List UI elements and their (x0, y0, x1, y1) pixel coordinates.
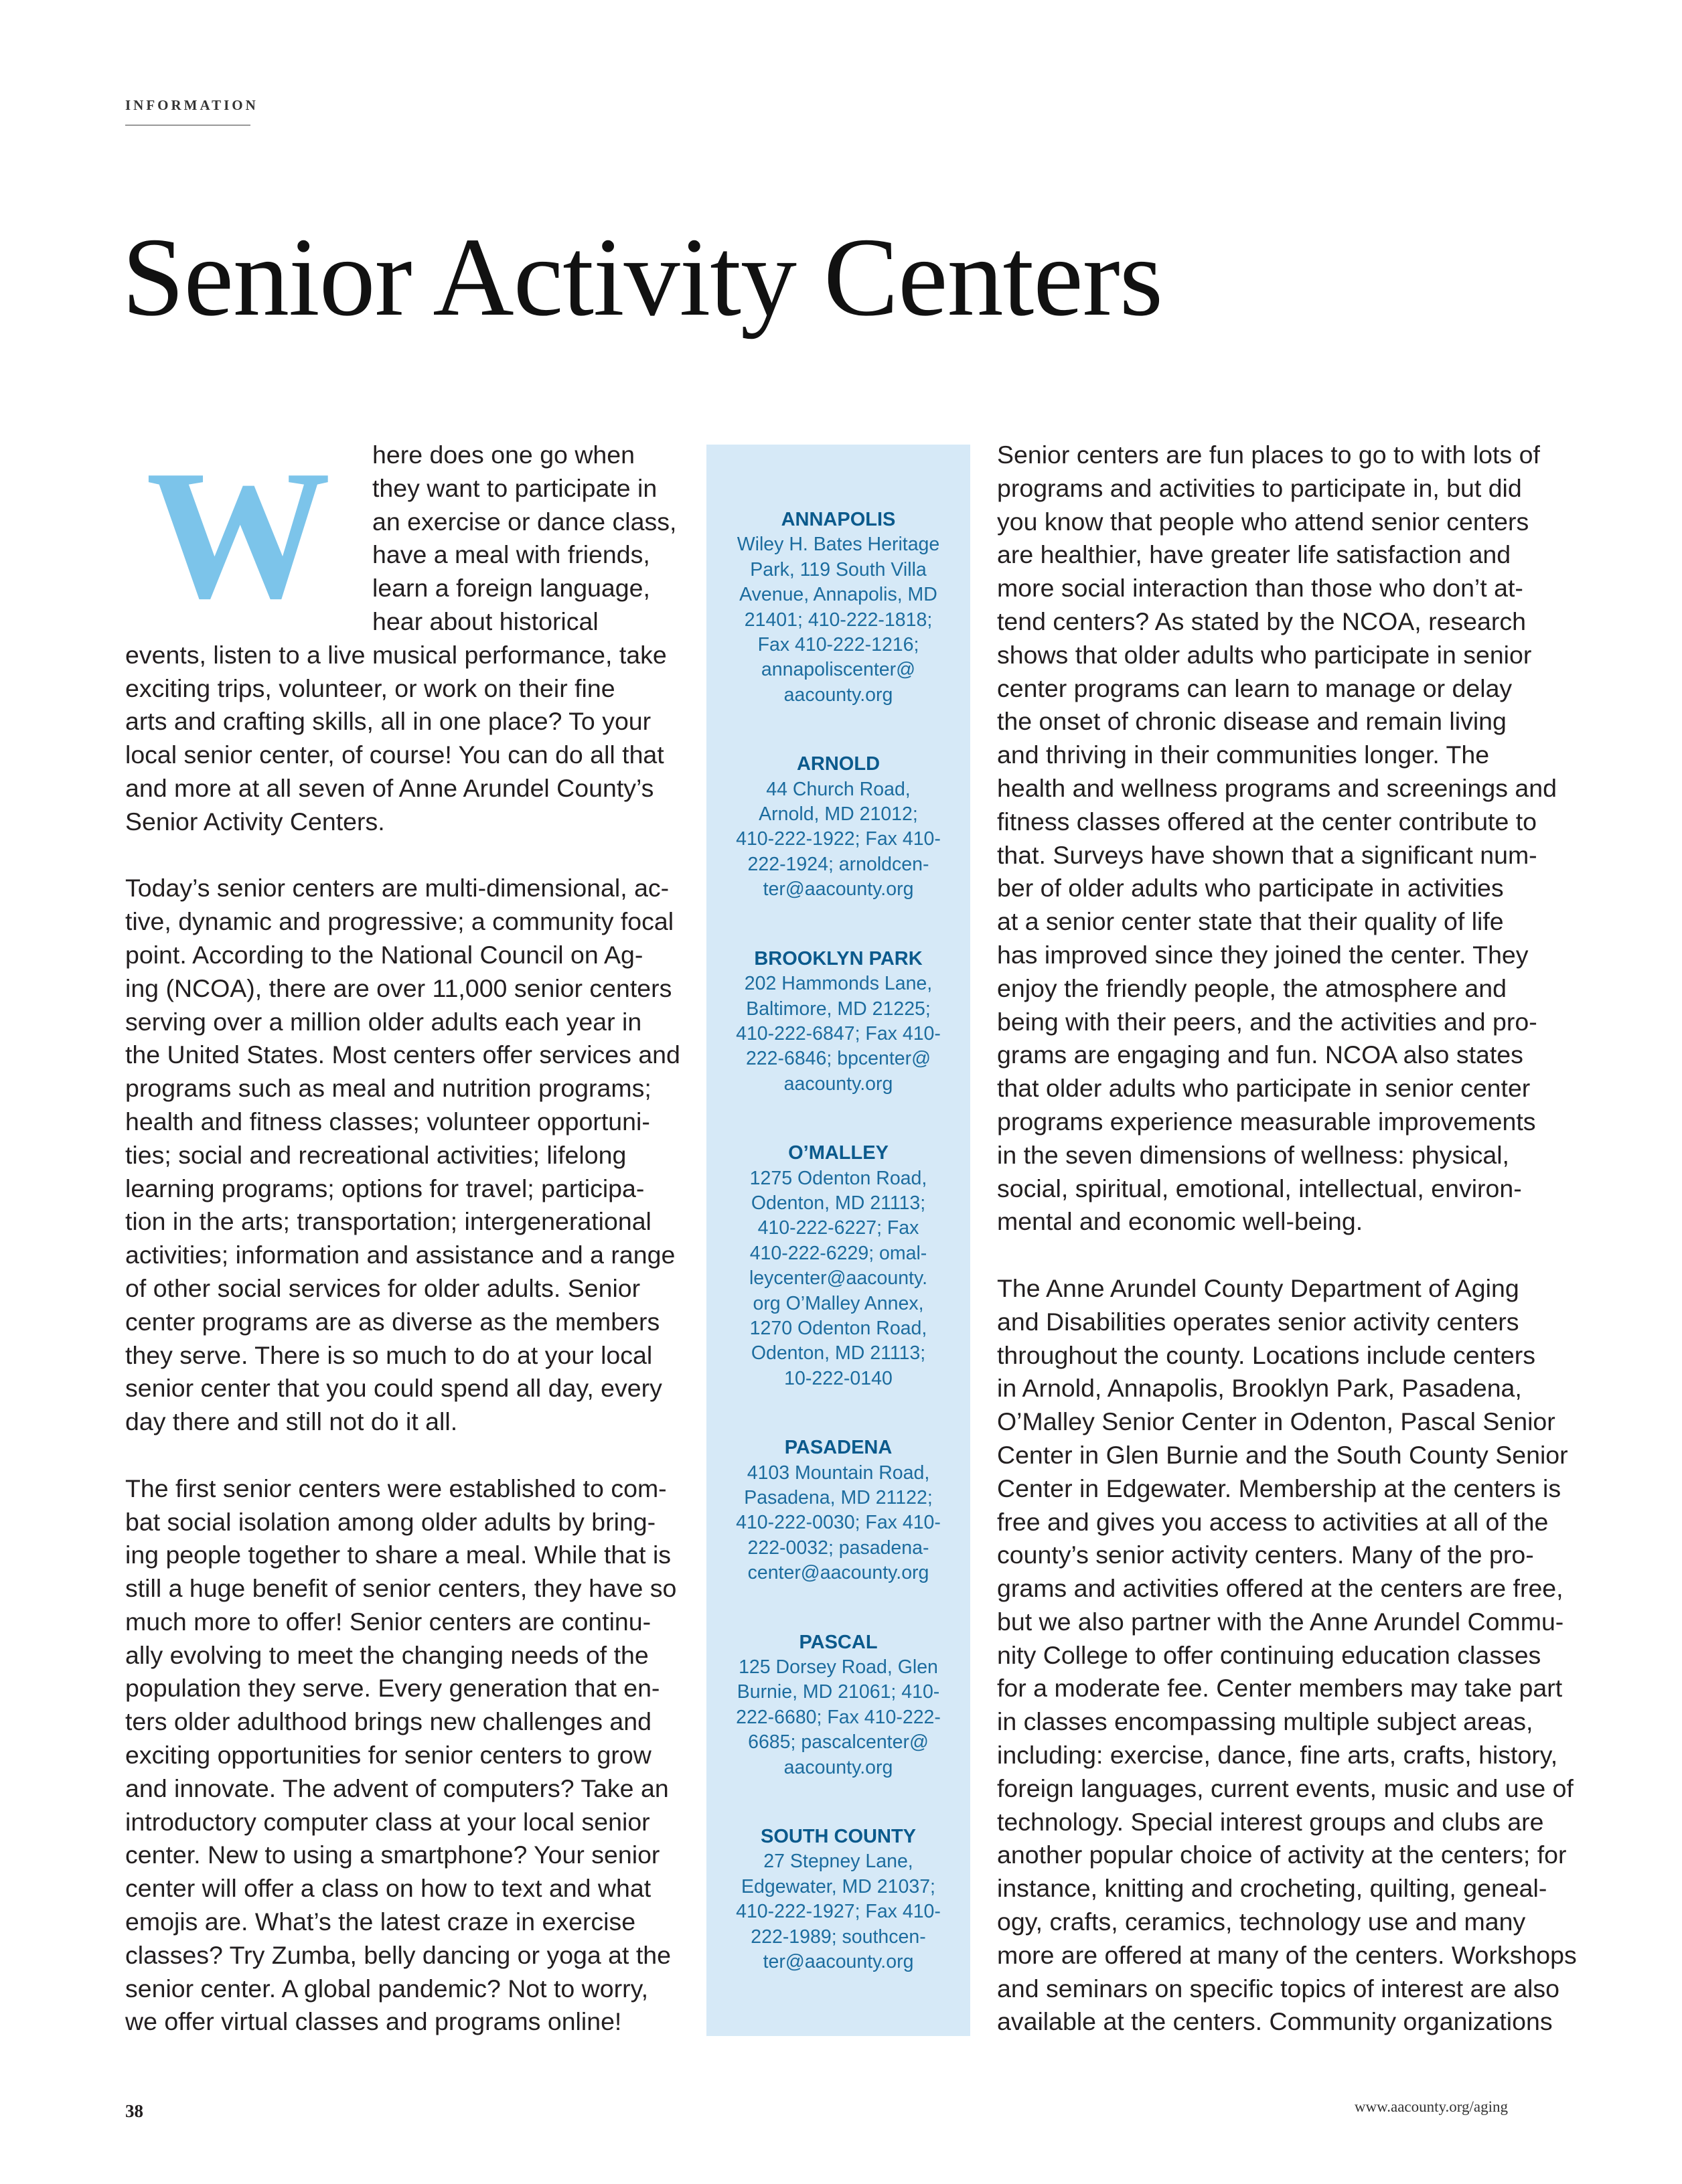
text-line: exciting opportunities for senior centers to grow (125, 1741, 652, 1770)
text-line: we offer virtual classes and programs online! (125, 2007, 622, 2036)
text-line: center programs can learn to manage or delay (997, 674, 1513, 702)
center-address-line: Park, 119 South Villa (750, 558, 927, 580)
paragraph (125, 432, 681, 839)
footer-url: www.aacounty.org/aging (1354, 2098, 1508, 2115)
text-line: nity College to offer continuing education classes (997, 1640, 1541, 1669)
center-address-line: org O’Malley Annex, (753, 1292, 924, 1314)
text-line: ogy, crafts, ceramics, technology use and many (997, 1907, 1526, 1936)
paragraph (125, 1472, 681, 2039)
center-address-line: annapoliscenter@ (761, 659, 916, 681)
drop-cap: W (146, 432, 331, 637)
center-name: PASADENA (784, 1437, 893, 1459)
center-address-line: 4103 Mountain Road, (747, 1462, 930, 1484)
text-line: Today’s senior centers are multi-dimensional, ac- (125, 874, 670, 903)
text-line: much more to offer! Senior centers are continu- (125, 1607, 652, 1636)
text-line: in the seven dimensions of wellness: physical, (997, 1140, 1509, 1169)
center-address-line: Odenton, MD 21113; (751, 1192, 926, 1214)
center-name: O’MALLEY (788, 1142, 889, 1164)
page-title: Senior Activity Centers (122, 215, 1163, 339)
center-address-line: Pasadena, MD 21122; (744, 1487, 933, 1508)
text-line: technology. Special interest groups and clubs are (997, 1807, 1544, 1836)
text-line: Center in Glen Burnie and the South County Senior (997, 1440, 1568, 1469)
text-line: activities; information and assistance and a range (125, 1241, 676, 1269)
center-address-line: 125 Dorsey Road, Glen (739, 1656, 938, 1679)
paragraph (997, 439, 1557, 1239)
center-name: SOUTH COUNTY (761, 1826, 916, 1848)
text-line: at a senior center state that their quality of life (997, 907, 1504, 936)
text-line: the onset of chronic disease and remain living (997, 707, 1507, 736)
text-line: and Disabilities operates senior activity centers (997, 1307, 1519, 1336)
center-address-line: 410-222-1922; Fax 410- (736, 828, 941, 850)
text-line: for a moderate fee. Center members may take part (997, 1674, 1563, 1703)
text-line: programs such as meal and nutrition programs; (125, 1074, 652, 1103)
text-line: they want to participate in (372, 473, 658, 502)
text-line: tion in the arts; transportation; intergenerational (125, 1207, 652, 1236)
text-line: health and fitness classes; volunteer opportuni- (125, 1107, 650, 1136)
text-line: mental and economic well-being. (997, 1207, 1363, 1236)
center-name: ARNOLD (796, 753, 881, 775)
center-address-line: Burnie, MD 21061; 410- (737, 1681, 940, 1703)
text-line: has improved since they joined the center. They (997, 940, 1529, 969)
text-line: hear about historical (372, 607, 599, 635)
text-line: health and wellness programs and screenings and (997, 773, 1557, 802)
paragraph (997, 1272, 1577, 2039)
text-line: foreign languages, current events, music and use of (997, 1774, 1574, 1802)
text-line: that. Surveys have shown that a significant num- (997, 840, 1537, 869)
center-address-line: 222-1989; southcen- (751, 1926, 926, 1948)
text-line: instance, knitting and crocheting, quilting, geneal- (997, 1874, 1547, 1903)
section-label: INFORMATION (125, 97, 258, 113)
text-line: events, listen to a live musical performance, take (125, 640, 667, 669)
text-line: The Anne Arundel County Department of Aging (997, 1273, 1519, 1302)
center-address-line: ter@aacounty.org (763, 1951, 914, 1973)
text-line: grams are engaging and fun. NCOA also states (997, 1040, 1523, 1069)
center-address-line: 222-0032; pasadena- (747, 1537, 929, 1559)
center-address-line: 410-222-6229; omal- (749, 1242, 927, 1264)
center-address-line: 1275 Odenton Road, (749, 1167, 927, 1189)
right-column (997, 439, 1577, 2072)
center-address-line: 6685; pascalcenter@ (748, 1731, 929, 1753)
text-line: enjoy the friendly people, the atmosphere and (997, 973, 1507, 1002)
center-address-line: 410-222-6847; Fax 410- (736, 1022, 941, 1044)
paragraph (125, 872, 681, 1439)
text-line: more social interaction than those who don’t at- (997, 574, 1523, 603)
senior-centers-sidebar (706, 445, 970, 2036)
text-line: The first senior centers were established to com- (125, 1474, 667, 1502)
section-rule (125, 125, 250, 126)
center-address-line: aacounty.org (783, 1756, 893, 1778)
center-address-line: Baltimore, MD 21225; (746, 998, 931, 1020)
center-address-line: Edgewater, MD 21037; (741, 1875, 935, 1897)
center-address-line: 410-222-0030; Fax 410- (736, 1512, 941, 1534)
text-line: exciting trips, volunteer, or work on their fine (125, 674, 615, 702)
text-line: in classes encompassing multiple subject areas, (997, 1707, 1533, 1736)
center-address-line: 1270 Odenton Road, (749, 1317, 927, 1339)
text-line: tend centers? As stated by the NCOA, research (997, 607, 1526, 635)
text-line: and seminars on specific topics of interest are also (997, 1974, 1559, 2003)
text-line: ing people together to share a meal. While that is (125, 1541, 672, 1569)
center-name: ANNAPOLIS (781, 509, 896, 530)
text-line: arts and crafting skills, all in one place? To your (125, 707, 652, 736)
center-address-line: aacounty.org (783, 684, 893, 706)
center-name: PASCAL (799, 1631, 878, 1653)
text-line: and more at all seven of Anne Arundel County’s (125, 773, 654, 802)
text-line: and innovate. The advent of computers? Take an (125, 1774, 669, 1802)
text-line: the United States. Most centers offer services and (125, 1040, 680, 1069)
text-line: center programs are as diverse as the members (125, 1307, 660, 1336)
text-line: still a huge benefit of senior centers, they have so (125, 1574, 677, 1603)
center-listing (706, 1630, 970, 1780)
text-line: population they serve. Every generation that en- (125, 1674, 660, 1703)
center-address-line: 222-6846; bpcenter@ (745, 1048, 931, 1070)
text-line: of other social services for older adults. Senior (125, 1273, 641, 1302)
text-line: more are offered at many of the centers. Workshops (997, 1940, 1577, 1969)
text-line: center. New to using a smartphone? Your senior (125, 1841, 660, 1869)
text-line: throughout the county. Locations include centers (997, 1340, 1535, 1369)
text-line: social, spiritual, emotional, intellectual, environ- (997, 1174, 1522, 1202)
text-line: grams and activities offered at the centers are free, (997, 1574, 1563, 1603)
center-address-line: Avenue, Annapolis, MD (739, 584, 937, 606)
center-address-line: ter@aacounty.org (763, 878, 914, 901)
text-line: and thriving in their communities longer. The (997, 740, 1490, 769)
center-address-line: Arnold, MD 21012; (759, 803, 918, 826)
text-line: including: exercise, dance, fine arts, crafts, history, (997, 1741, 1558, 1770)
text-line: point. According to the National Council on Ag- (125, 940, 643, 969)
text-line: senior center that you could spend all day, every (125, 1374, 662, 1403)
text-line: day there and still not do it all. (125, 1407, 458, 1436)
text-line: Center in Edgewater. Membership at the centers is (997, 1474, 1561, 1502)
left-column (125, 432, 681, 2072)
text-line: are healthier, have greater life satisfaction and (997, 540, 1511, 569)
text-line: in Arnold, Annapolis, Brooklyn Park, Pasadena, (997, 1374, 1522, 1403)
text-line: you know that people who attend senior centers (997, 507, 1529, 536)
center-listing (706, 947, 970, 1097)
text-line: have a meal with friends, (372, 540, 650, 569)
center-address-line: 202 Hammonds Lane, (744, 973, 933, 995)
text-line: tive, dynamic and progressive; a community focal (125, 907, 674, 936)
center-address-line: 410-222-1927; Fax 410- (736, 1901, 941, 1923)
text-line: an exercise or dance class, (372, 507, 677, 536)
text-line: learning programs; options for travel; participa- (125, 1174, 645, 1202)
center-address-line: center@aacounty.org (747, 1562, 929, 1584)
text-line: Senior Activity Centers. (125, 807, 385, 836)
text-line: ties; social and recreational activities; lifelong (125, 1140, 627, 1169)
text-line: ters older adulthood brings new challenges and (125, 1707, 652, 1736)
center-address-line: 222-6680; Fax 410-222- (736, 1706, 941, 1728)
text-line: programs experience measurable improvements (997, 1107, 1536, 1136)
center-address-line: 222-1924; arnoldcen- (747, 853, 929, 875)
text-line: emojis are. What’s the latest craze in exercise (125, 1907, 636, 1936)
text-line: but we also partner with the Anne Arundel Commu- (997, 1607, 1564, 1636)
center-address-line: 410-222-6227; Fax (757, 1217, 919, 1239)
center-address-line: Wiley H. Bates Heritage (737, 534, 940, 556)
center-listing (706, 1824, 970, 1974)
text-line: ing (NCOA), there are over 11,000 senior centers (125, 973, 672, 1002)
text-line: local senior center, of course! You can do all that (125, 740, 664, 769)
text-line: another popular choice of activity at the centers; for (997, 1841, 1567, 1869)
center-address-line: Fax 410-222-1216; (757, 634, 919, 656)
text-line: fitness classes offered at the center contribute to (997, 807, 1537, 836)
text-line: being with their peers, and the activities and pro- (997, 1007, 1537, 1036)
center-address-line: 10-222-0140 (784, 1367, 893, 1389)
center-address-line: 27 Stepney Lane, (763, 1851, 913, 1873)
center-name: BROOKLYN PARK (754, 947, 923, 969)
text-line: here does one go when (372, 441, 635, 469)
page-number: 38 (125, 2101, 143, 2121)
text-line: bat social isolation among older adults by bring- (125, 1507, 656, 1536)
text-line: ally evolving to meet the changing needs of the (125, 1640, 649, 1669)
text-line: serving over a million older adults each year in (125, 1007, 642, 1036)
text-line: Senior centers are fun places to go to with lots of (997, 441, 1540, 469)
text-line: center will offer a class on how to text and what (125, 1874, 652, 1903)
text-line: programs and activities to participate in, but did (997, 473, 1522, 502)
center-address-line: aacounty.org (783, 1073, 893, 1095)
center-address-line: 21401; 410-222-1818; (744, 609, 933, 631)
center-address-line: 44 Church Road, (766, 778, 911, 800)
text-line: O’Malley Senior Center in Odenton, Pascal Senior (997, 1407, 1555, 1436)
text-line: learn a foreign language, (372, 574, 650, 603)
text-line: county’s senior activity centers. Many of the pro- (997, 1541, 1534, 1569)
text-line: classes? Try Zumba, belly dancing or yoga at the (125, 1940, 672, 1969)
text-line: introductory computer class at your local senior (125, 1807, 650, 1836)
text-line: they serve. There is so much to do at your local (125, 1340, 653, 1369)
center-address-line: leycenter@aacounty. (749, 1267, 928, 1290)
center-listing (706, 1435, 970, 1585)
text-line: ber of older adults who participate in activities (997, 874, 1504, 903)
center-listing (706, 1141, 970, 1391)
text-line: that older adults who participate in senior center (997, 1074, 1531, 1103)
center-listing (706, 508, 970, 708)
text-line: shows that older adults who participate in senior (997, 640, 1532, 669)
text-line: free and gives you access to activities at all of the (997, 1507, 1549, 1536)
text-line: senior center. A global pandemic? Not to worry, (125, 1974, 648, 2003)
text-line: available at the centers. Community organizations (997, 2007, 1553, 2036)
center-listing (706, 752, 970, 902)
center-address-line: Odenton, MD 21113; (751, 1342, 926, 1364)
